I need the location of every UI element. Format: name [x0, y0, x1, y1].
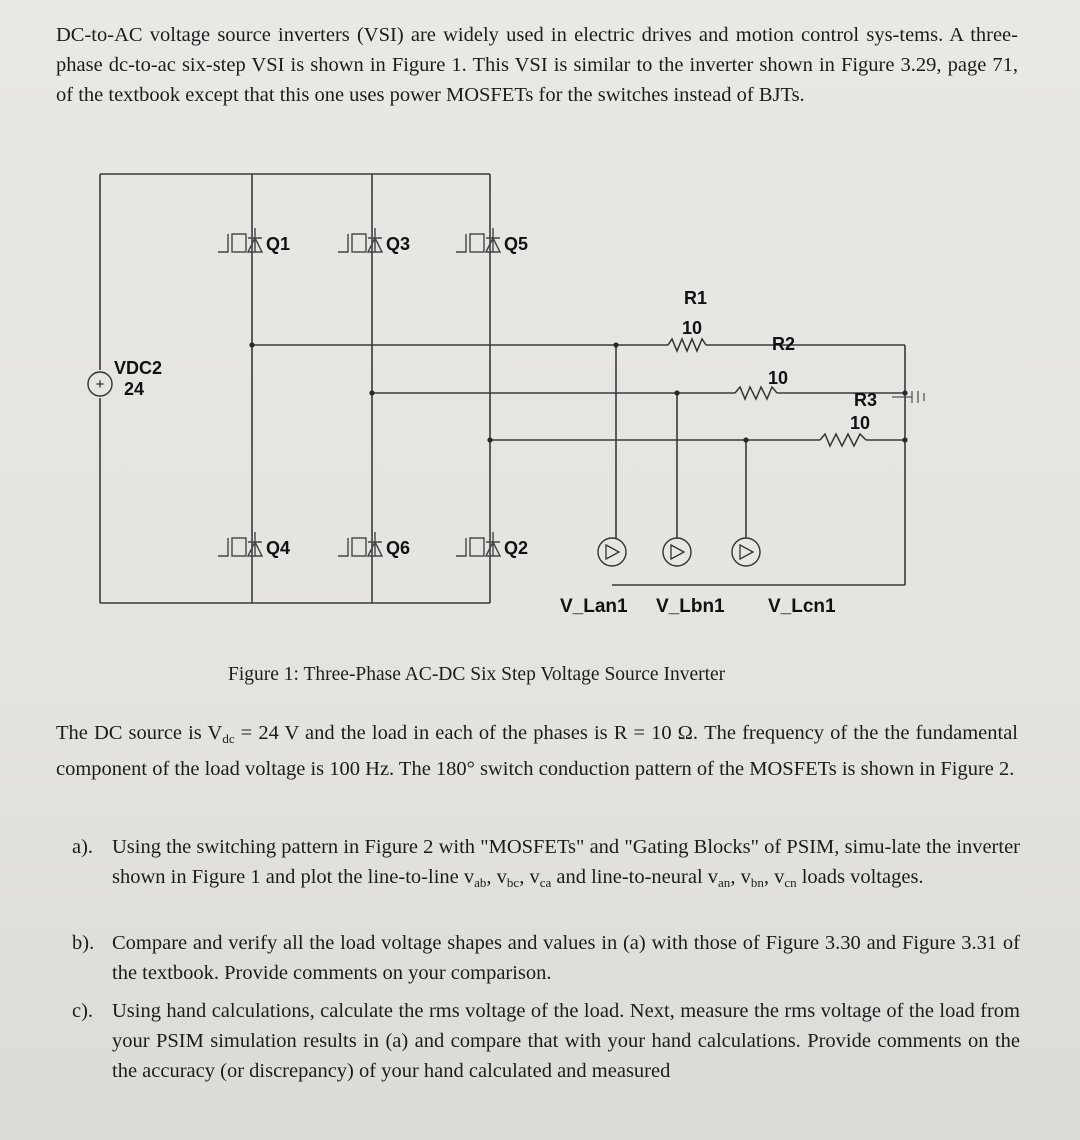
circuit-wires	[100, 174, 905, 603]
switch-label-q4: Q4	[266, 538, 291, 558]
question-a-sub: bc	[506, 875, 520, 890]
question-a-part: loads voltages.	[796, 866, 924, 888]
question-a-text	[112, 832, 1020, 898]
probe-label-lan1: V_Lan1	[560, 596, 628, 617]
mosfet-icon	[338, 532, 382, 556]
resistor-r1-value: 10	[682, 318, 703, 338]
question-a-part: , v	[763, 866, 785, 888]
dc-source	[88, 358, 162, 399]
switch-label-q3: Q3	[386, 234, 411, 254]
dc-source-name: VDC2	[114, 358, 163, 378]
switch-label-q1: Q1	[266, 234, 291, 254]
figure-caption: Figure 1: Three-Phase AC-DC Six Step Voltage Source Inverter	[228, 664, 726, 685]
question-a-label: a).	[72, 836, 94, 858]
mosfet-icon	[338, 228, 382, 252]
dc-source-plus: +	[95, 376, 105, 393]
voltage-probes	[598, 538, 760, 566]
question-a-sub: ab	[474, 875, 487, 890]
voltage-probe-icon	[598, 538, 626, 566]
probe-label-lbn1: V_Lbn1	[656, 596, 725, 617]
question-b-label: b).	[72, 932, 95, 954]
question-c-label: c).	[72, 1000, 94, 1022]
dc-source-value: 24	[124, 379, 145, 399]
mosfet-icon	[218, 228, 262, 252]
question-a-sub: ca	[539, 875, 552, 890]
description-text-2: = 24 V and the load in each of the phases is R = 10 Ω. The frequency of the the fundamental component of the load voltage is 100 Hz. The 180° switch conduction pattern of the MOSFETs is shown in Figure 2.	[56, 722, 1019, 780]
resistor-r2-value: 10	[768, 368, 789, 388]
question-b	[72, 928, 1020, 988]
resistor-r2-icon	[735, 387, 777, 399]
question-b-text: Compare and verify all the load voltage shapes and values in (a) with those of Figure 3.30 and Figure 3.31 of the textbook. Provide comments on your comparison.	[112, 932, 1020, 984]
resistor-r1-icon	[668, 339, 706, 351]
question-a-part: Using the switching pattern in Figure 2 with "MOSFETs" and "Gating Blocks" of PSIM, simu-late the inverter shown in Figure 1 and plot the line-to-line v	[112, 836, 1020, 888]
mosfet-top-icons	[218, 228, 500, 252]
switch-label-q6: Q6	[386, 538, 411, 558]
resistor-r3-name: R3	[854, 390, 878, 410]
mosfet-bottom-icons	[218, 532, 500, 556]
resistor-r3-value: 10	[850, 413, 871, 433]
switch-label-q2: Q2	[504, 538, 529, 558]
question-a-sub: an	[718, 875, 731, 890]
question-a-sub: bn	[750, 875, 764, 890]
voltage-probe-icon	[732, 538, 760, 566]
switch-label-q5: Q5	[504, 234, 529, 254]
question-c	[72, 996, 1020, 1086]
resistor-r1-name: R1	[684, 288, 708, 308]
voltage-probe-icon	[663, 538, 691, 566]
question-a-part: and line-to-neural v	[551, 866, 719, 888]
resistor-r3-icon	[820, 434, 866, 446]
description-paragraph	[56, 718, 1018, 784]
description-text-1: The DC source is V	[56, 722, 223, 744]
question-a-part: , v	[519, 866, 540, 888]
probe-label-lcn1: V_Lcn1	[768, 596, 836, 617]
question-c-text: Using hand calculations, calculate the rms voltage of the load. Next, measure the rms voltage of the load from your PSIM simulation results in (a) and compare that with your hand calculations. Provide comments on the the accuracy (or discrepancy) of your hand calculated and measured	[112, 1000, 1020, 1082]
mosfet-icon	[456, 532, 500, 556]
resistor-r2-name: R2	[772, 334, 796, 354]
question-a	[72, 832, 1020, 898]
question-a-part: , v	[730, 866, 751, 888]
question-a-sub: cn	[784, 875, 797, 890]
description-sub-dc: dc	[222, 731, 235, 746]
mosfet-icon	[218, 532, 262, 556]
mosfet-icon	[456, 228, 500, 252]
intro-paragraph: DC-to-AC voltage source inverters (VSI) are widely used in electric drives and motion control sys-tems. A three-phase dc-to-ac six-step VSI is shown in Figure 1. This VSI is similar to the inverter shown in Figure 3.29, page 71, of the textbook except that this one uses power MOSFETs for the switches instead of BJTs.	[56, 24, 1018, 106]
inverter-circuit-diagram	[0, 150, 1080, 620]
question-a-part: , v	[486, 866, 507, 888]
